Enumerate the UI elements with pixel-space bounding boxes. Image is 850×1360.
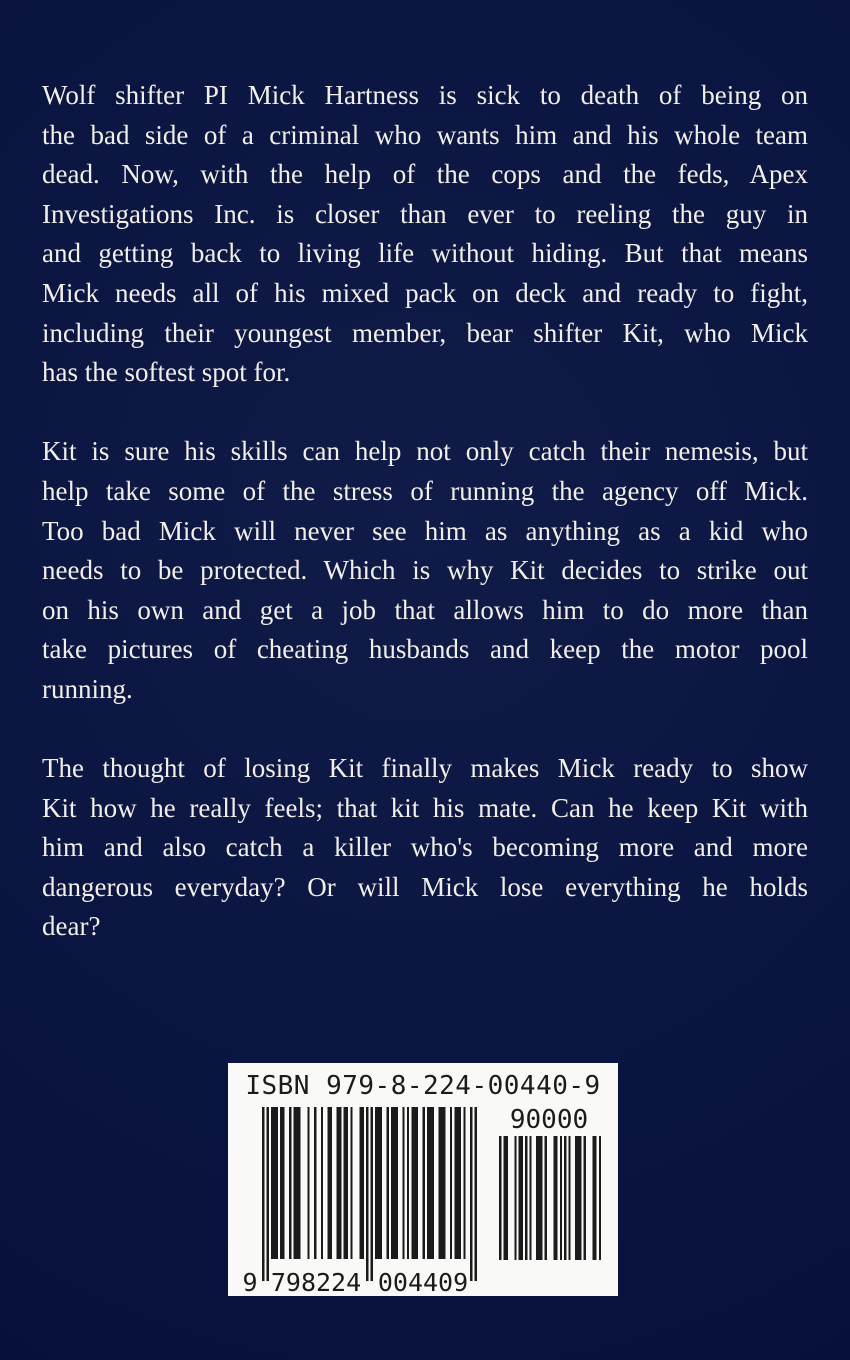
ean5-price-code: 90000 (509, 1105, 589, 1135)
blurb-paragraph (42, 76, 808, 393)
ean13-digits-left: 798224 (270, 1268, 362, 1293)
blurb-line: dead. Now, with the help of the cops and the feds, Apex (42, 159, 808, 190)
barcode-panel (228, 1063, 618, 1296)
blurb-line: running. (42, 673, 133, 704)
ean13-digit-prefix: 9 (242, 1268, 258, 1293)
isbn-text: ISBN 979-8-224-00440-9 (245, 1071, 601, 1101)
ean13-barcode (242, 1107, 477, 1293)
blurb-line: Investigations Inc. is closer than ever to reeling the guy in (42, 198, 808, 229)
blurb-line: dear? (42, 911, 101, 942)
ean13-bars (262, 1107, 477, 1281)
blurb-line: Kit is sure his skills can help not only catch their nemesis, but (42, 436, 808, 467)
blurb-line: including their youngest member, bear shifter Kit, who Mick (42, 317, 808, 348)
blurb-line: Kit how he really feels; that kit his mate. Can he keep Kit with (42, 792, 808, 823)
ean5-supplement-barcode (497, 1100, 601, 1260)
blurb-paragraph (42, 749, 808, 947)
blurb-line: needs to be protected. Which is why Kit decides to strike out (42, 555, 808, 586)
blurb-line: take pictures of cheating husbands and keep the motor pool (42, 634, 808, 665)
blurb-paragraph (42, 432, 808, 709)
blurb-line: Wolf shifter PI Mick Hartness is sick to death of being on (42, 80, 808, 110)
blurb-line: The thought of losing Kit finally makes Mick ready to show (42, 753, 808, 784)
blurb-line: on his own and get a job that allows him to do more than (42, 594, 808, 625)
blurb-line: Too bad Mick will never see him as anything as a kid who (42, 515, 808, 546)
blurb-line: the bad side of a criminal who wants him and his whole team (42, 119, 808, 150)
blurb-line: him and also catch a killer who's becoming more and more (42, 832, 808, 863)
blurb-line: dangerous everyday? Or will Mick lose everything he holds (42, 871, 808, 902)
blurb-line: help take some of the stress of running the agency off Mick. (42, 475, 808, 506)
blurb-line: and getting back to living life without hiding. But that means (42, 238, 808, 269)
blurb (42, 76, 808, 987)
ean5-bars (499, 1136, 601, 1260)
blurb-line: Mick needs all of his mixed pack on deck and ready to fight, (42, 277, 808, 308)
ean13-digits-right: 004409 (377, 1268, 469, 1293)
blurb-line: has the softest spot for. (42, 357, 291, 388)
